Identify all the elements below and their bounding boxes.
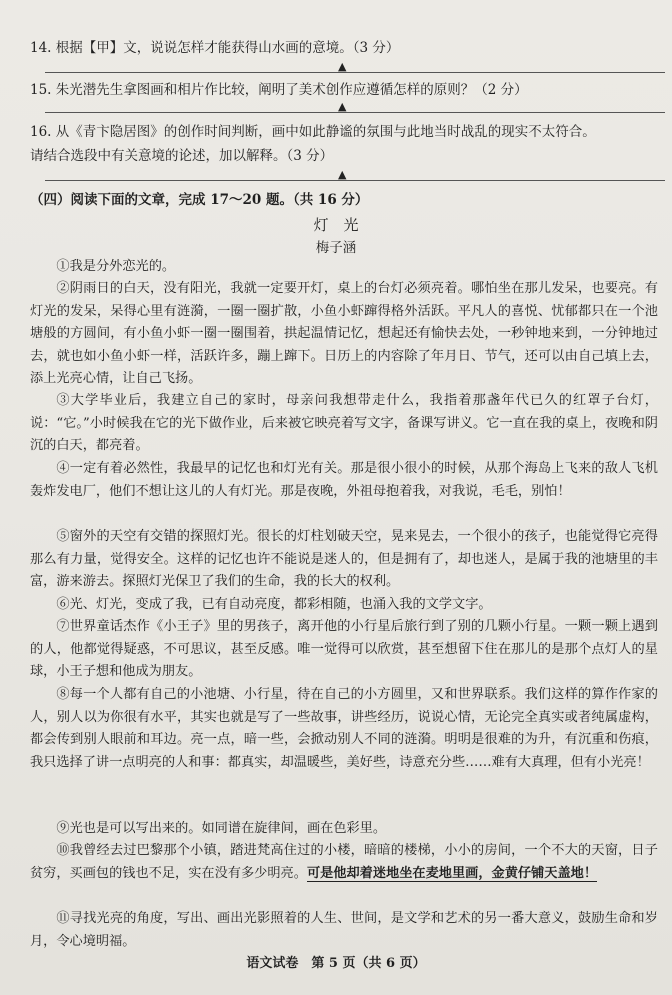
answer-line-15 [45,112,665,113]
question-16-line2: 请结合选段中有关意境的论述，加以解释。（3 分） [30,148,334,164]
paragraph-1: ①我是分外恋光的。 [56,259,176,274]
paragraph-2: ②阴雨日的白天，没有阳光，我就一定要开灯，桌上的台灯必须亮着。哪怕坐在那儿发呆，也要亮。有灯光的发呆，呆得心里有涟漪，一圈一圈扩散，小鱼小虾蹿得格外活跃。平凡人的喜悦、忧郁都只在一个池塘般的方圆间，有小鱼小虾一圈一圈围着，拱起温情记忆，想起还有愉快去处，一秒钟地来到，一分钟地过去，就也如小鱼小虾一样，活跃许多，蹦上蹿下。日历上的内容除了年月日、节气，还可以由自己填上去，添上光亮心情，让自己飞扬。 [30,281,658,386]
article-title: 灯 光 [313,216,359,234]
paragraph-10-text: ⑩我曾经去过巴黎那个小镇，踏进梵高住过的小楼，暗暗的楼梯，小小的房间，一个不大的天窗，日子贫穷，买画包的钱也不足，实在没有多少明亮。 [30,843,658,881]
paragraph-10 [30,840,658,885]
answer-marker-14: ▲ [338,60,347,73]
paragraph-5: ⑤窗外的天空有交错的探照灯光。很长的灯柱划破天空，晃来晃去，一个很小的孩子，也能觉得它亮得那么有力量，觉得安全。这样的记忆也许不能说是迷人的，但是拥有了，却也迷人，是属于我的池塘里的丰富，游来游去。探照灯光保卫了我们的生命，我的长大的权利。 [30,529,658,589]
section-heading: （四）阅读下面的文章，完成 17～20 题。（共 16 分） [30,192,369,208]
paragraph-6: ⑥光、灯光，变成了我，已有自动亮度，都彩相随，也涌入我的文学文字。 [56,597,492,612]
paragraph-4: ④一定有着必然性，我最早的记忆也和灯光有关。那是很小很小的时候，从那个海岛上飞来的敌人飞机轰炸发电厂，他们不想让这儿的人有灯光。那是夜晚，外祖母抱着我，对我说，毛毛，别怕！ [30,461,658,499]
question-15: 15. 朱光潜先生拿图画和相片作比较，阐明了美术创作应遵循怎样的原则？（2 分） [30,82,528,98]
paragraph-9: ⑨光也是可以写出来的。如同谱在旋律间，画在色彩里。 [56,821,387,836]
paragraph-11: ⑪寻找光亮的角度，写出、画出光影照着的人生、世间，是文学和艺术的另一番大意义，鼓励生命和岁月，令心境明福。 [30,911,658,949]
answer-marker-15: ▲ [338,100,347,113]
article-author: 梅子涵 [315,240,357,256]
paragraph-8: ⑧每一个人都有自己的小池塘、小行星，待在自己的小方圆里，又和世界联系。我们这样的算作作家的人，别人以为你很有水平，其实也就是写了一些故事，讲些经历，说说心情，无论完全真实或者纯属虚构，都会传到别人眼前和耳边。亮一点，暗一些，会掀动别人不同的涟漪。明明是很难的为升，有沉重和伤痕，我只选择了讲一点明亮的人和事：都真实，却温暖些，美好些，诗意充分些……难有大真理，但有小光亮！ [30,687,658,770]
answer-line-14 [45,72,665,73]
paragraph-7: ⑦世界童话杰作《小王子》里的男孩子，离开他的小行星后旅行到了别的几颗小行星。一颗一颗上遇到的人，他都觉得疑惑，不可思议，甚至反感。唯一觉得可以欣赏，甚至想留下住在那儿的是那个点灯人的星球，小王子想和他成为朋友。 [30,619,658,679]
answer-marker-16: ▲ [338,168,347,181]
page-footer: 语文试卷 第 5 页（共 6 页） [246,956,426,971]
paragraph-3: ③大学毕业后，我建立自己的家时，母亲问我想带走什么，我指着那盏年代已久的红罩子台灯，说：“它。”小时候我在它的光下做作业，后来被它映亮着写文字，备课写讲义。它一直在我的桌上，夜晚和阴沉的白天，都亮着。 [30,393,658,453]
question-16-line1: 16. 从《青卞隐居图》的创作时间判断，画中如此静谧的氛围与此地当时战乱的现实不太符合。 [30,124,596,140]
question-14: 14. 根据【甲】文，说说怎样才能获得山水画的意境。（3 分） [30,40,400,56]
answer-line-16 [45,180,665,181]
paragraph-10-underlined-sentence: 可是他却着迷地坐在麦地里画，金黄仔铺天盖地！ [306,865,598,881]
